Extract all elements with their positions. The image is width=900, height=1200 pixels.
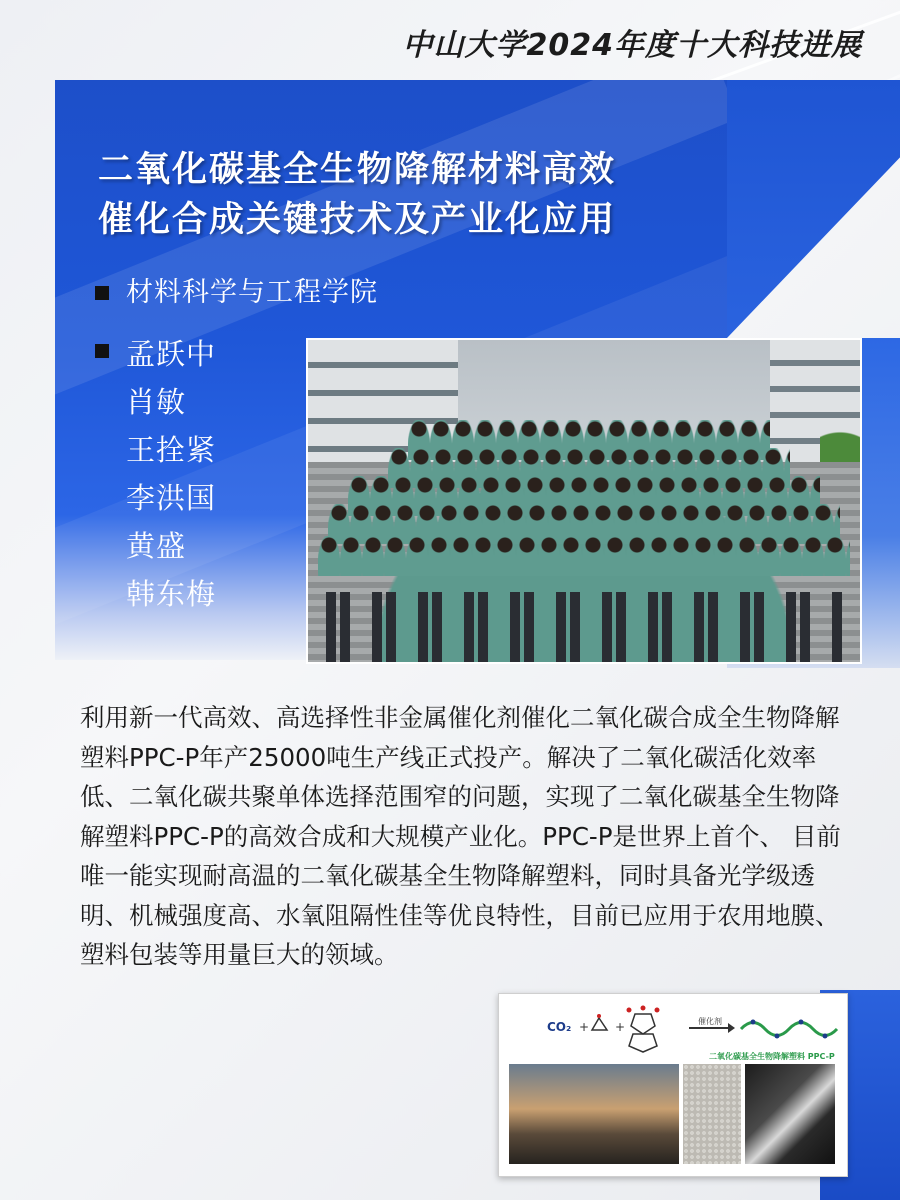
- product-label: 二氧化碳基全生物降解塑料 PPC-P: [709, 1052, 835, 1061]
- project-description: [80, 698, 850, 975]
- member-name: 孟跃中: [126, 337, 217, 371]
- reactant-label: CO₂: [547, 1020, 572, 1034]
- project-title-line: 催化合成关键技术及产业化应用: [98, 200, 617, 240]
- series-title: 中山大学2024年度十大科技进展: [402, 28, 862, 63]
- synthesis-scheme-figure: [498, 993, 848, 1177]
- project-title: [98, 145, 698, 245]
- ppc-p-pellets-photo: [683, 1064, 741, 1164]
- bullet-icon: [95, 344, 109, 358]
- catalyst-label: 催化剂: [698, 1017, 722, 1026]
- polymer-chain-icon: [739, 1014, 839, 1044]
- team-group-photo: [306, 338, 862, 664]
- plus-sign: +: [579, 1020, 590, 1034]
- anhydride-structure-icon: [623, 1002, 663, 1054]
- member-name: 韩东梅: [126, 577, 217, 611]
- blue-panel-extension: [727, 80, 900, 338]
- department-name: 材料科学与工程学院: [126, 277, 378, 308]
- member-list: [126, 330, 216, 618]
- member-name: 王拴紧: [126, 433, 217, 467]
- production-plant-photo: [509, 1064, 679, 1164]
- member-name: 肖敏: [126, 385, 187, 419]
- bullet-icon: [95, 286, 109, 300]
- description-paragraph: 利用新一代高效、高选择性非金属催化剂催化二氧化碳合成全生物降解塑料PPC-P年产25000吨生产线正式投产。解决了二氧化碳活化效率低、二氧化碳共聚单体选择范围窄的问题，实现了二氧化碳基全生物降解塑料PPC-P的高效合成和大规模产业化。PPC-P是世界上首个、 目前唯一能实现耐高温的二氧化碳基全生物降解塑料，同时具备光学级透明、机械强度高、水氧阻隔性佳等优良特性，目前已应用于农用地膜、塑料包装等用量巨大的领域。: [80, 703, 841, 969]
- ppc-p-film-product-photo: [745, 1064, 835, 1164]
- member-name: 李洪国: [126, 481, 217, 515]
- epoxide-structure-icon: [587, 1010, 613, 1036]
- member-name: 黄盛: [126, 529, 187, 563]
- project-title-line: 二氧化碳基全生物降解材料高效: [98, 150, 617, 190]
- plus-sign: +: [615, 1020, 626, 1034]
- reaction-arrow-icon: [689, 1027, 733, 1029]
